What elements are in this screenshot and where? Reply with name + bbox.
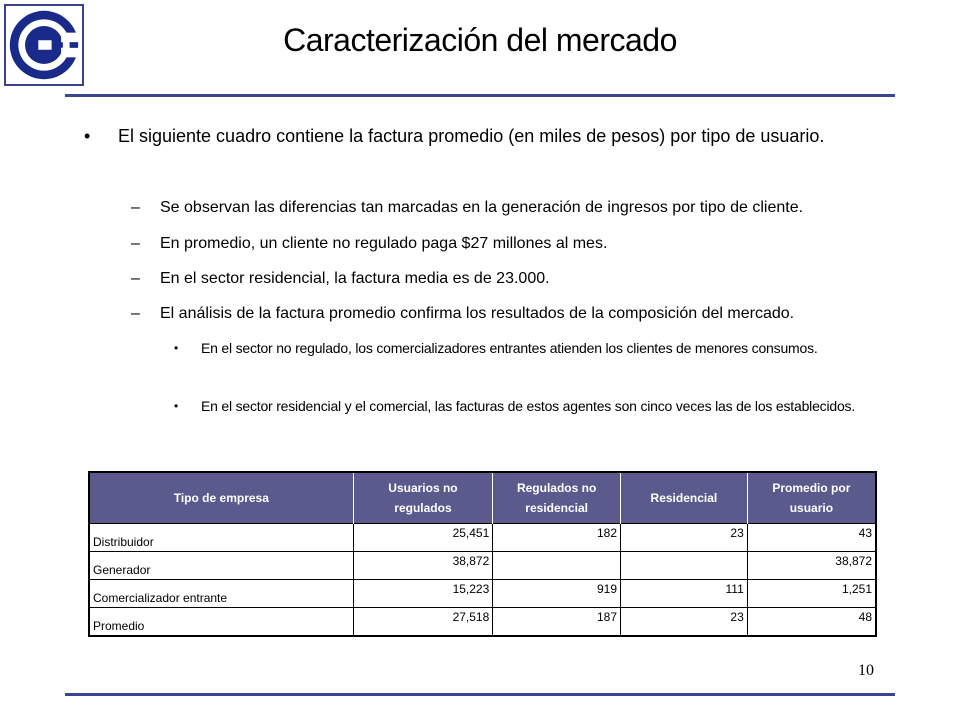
dash-marker: –: [131, 199, 140, 216]
dash-marker: –: [131, 235, 140, 252]
table-cell: 25,451: [353, 524, 493, 552]
table-cell: Generador: [89, 552, 353, 580]
detail-bullet-text: En el sector residencial y el comercial, las facturas de estos agentes son cinco veces las de los establecidos.: [201, 398, 856, 414]
sub-bullet-text: En promedio, un cliente no regulado paga $27 millones al mes.: [160, 235, 608, 252]
invoice-table: [88, 471, 877, 637]
sub-bullet: [131, 233, 900, 255]
column-header: Usuarios no regulados: [353, 472, 493, 524]
table-cell: 1,251: [747, 580, 876, 608]
table-row: [89, 524, 876, 552]
table-cell: Distribuidor: [89, 524, 353, 552]
column-header: Regulados no residencial: [493, 472, 621, 524]
detail-bullet-text: En el sector no regulado, los comercializadores entrantes atienden los clientes de menores consumos.: [201, 340, 818, 356]
main-bullet-text: El siguiente cuadro contiene la factura promedio (en miles de pesos) por tipo de usuario.: [118, 126, 825, 146]
bullet-marker: •: [174, 399, 179, 413]
footer-divider: [65, 693, 895, 696]
table-cell: 38,872: [353, 552, 493, 580]
sub-bullet: [131, 197, 900, 219]
slide-title: Caracterización del mercado: [283, 22, 677, 58]
table-cell: 23: [621, 524, 748, 552]
column-header: Residencial: [621, 472, 748, 524]
sub-bullet: [131, 268, 900, 290]
table-cell: [621, 552, 748, 580]
table-cell: Promedio: [89, 608, 353, 637]
detail-bullet: [174, 394, 881, 419]
table-row: [89, 580, 876, 608]
table-cell: 43: [747, 524, 876, 552]
title-divider: [65, 94, 895, 97]
detail-bullet: [174, 336, 881, 361]
column-header: Promedio por usuario: [747, 472, 876, 524]
bullet-marker: •: [174, 341, 179, 355]
sub-bullet: [131, 303, 900, 325]
dash-marker: –: [131, 270, 140, 287]
bullet-marker: •: [84, 126, 91, 146]
page-number: 10: [858, 662, 874, 679]
table-cell: Comercializador entrante: [89, 580, 353, 608]
table-cell: 48: [747, 608, 876, 637]
column-header: Tipo de empresa: [89, 472, 353, 524]
table-cell: 187: [493, 608, 621, 637]
sub-bullet-text: En el sector residencial, la factura media es de 23.000.: [160, 270, 550, 287]
table-row: [89, 608, 876, 637]
main-bullet: [84, 122, 878, 151]
table-cell: 15,223: [353, 580, 493, 608]
table-cell: 182: [493, 524, 621, 552]
table-cell: 23: [621, 608, 748, 637]
sub-bullet-text: Se observan las diferencias tan marcadas en la generación de ingresos por tipo de cliente.: [160, 199, 804, 216]
dash-marker: –: [131, 305, 140, 322]
table-cell: 111: [621, 580, 748, 608]
table-cell: 919: [493, 580, 621, 608]
sub-bullet-text: El análisis de la factura promedio confirma los resultados de la composición del mercado.: [160, 305, 795, 322]
table-cell: [493, 552, 621, 580]
table-cell: 27,518: [353, 608, 493, 637]
table-row: [89, 552, 876, 580]
table-cell: 38,872: [747, 552, 876, 580]
table-header-row: [89, 472, 876, 524]
